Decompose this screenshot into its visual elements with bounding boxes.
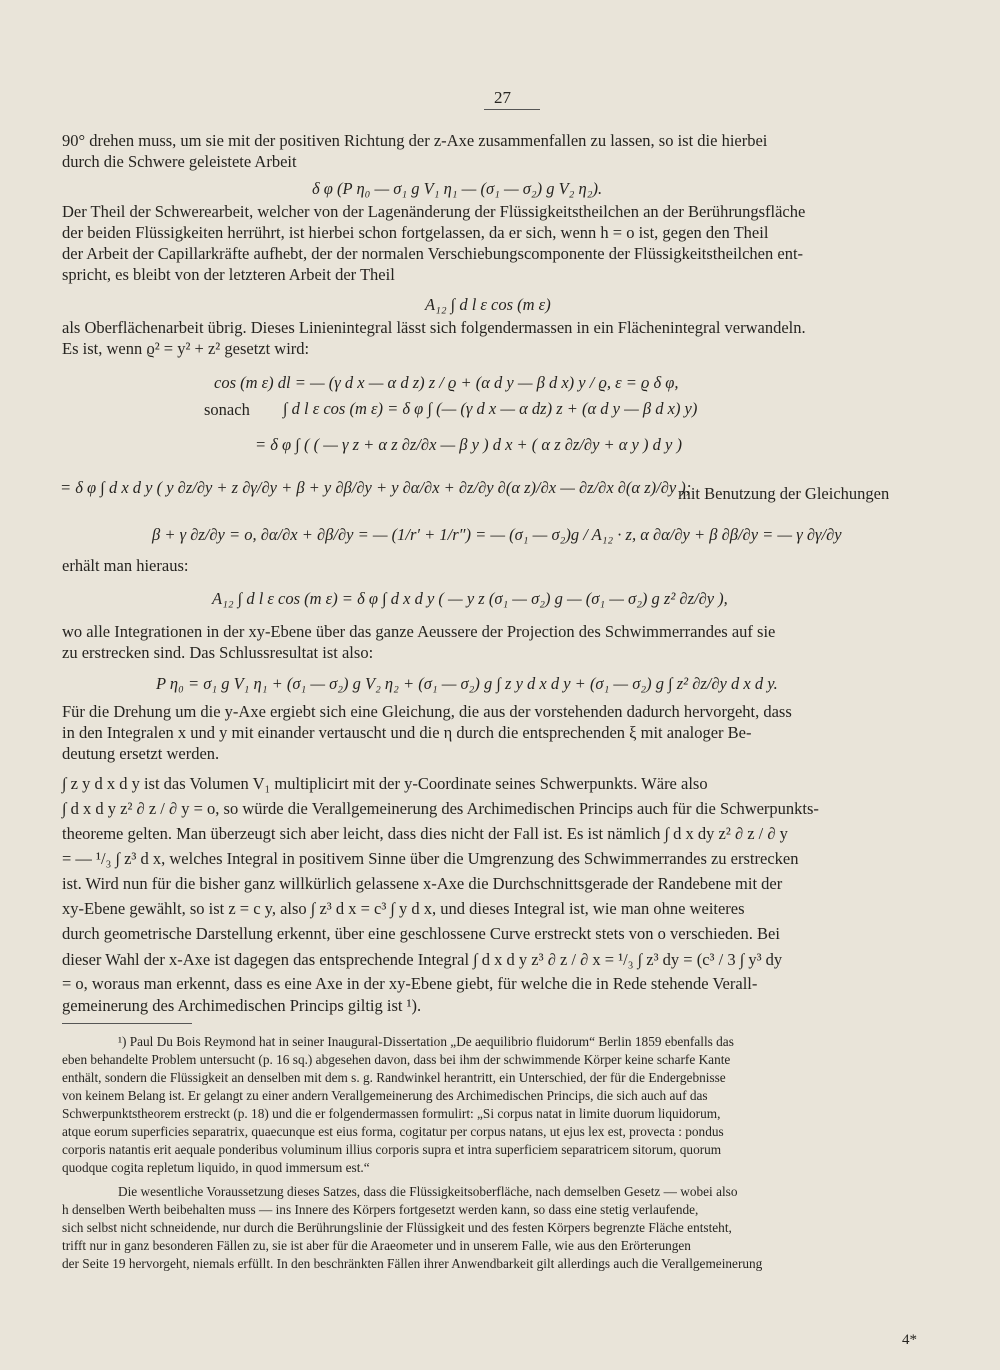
- equation: A₁₂ ∫ d l ε cos (m ε) = δ φ ∫ d x d y ( — y z (σ₁ — σ₂) g — (σ₁ — σ₂) g z² ∂z/∂y ),: [212, 589, 728, 608]
- footnote-line: von keinem Belang ist. Er gelangt zu einer andern Verallgemeinerung des Archimedischen Princips, die sich auch auf das: [62, 1088, 708, 1103]
- text-line: gemeinerung des Archimedischen Princips giltig ist ¹).: [62, 996, 422, 1015]
- text-line: zu erstrecken sind. Das Schlussresultat ist also:: [62, 643, 374, 662]
- equation: β + γ ∂z/∂y = o, ∂α/∂x + ∂β/∂y = — (1/r′ + 1/r″) = — (σ₁ — σ₂)g / A₁₂ · z, α ∂α/∂y + β ∂β/∂y = — γ ∂γ/∂y: [152, 525, 842, 544]
- text-line: dieser Wahl der x-Axe ist dagegen das entsprechende Integral ∫ d x d y z³ ∂ z / ∂ x = ¹/₃ ∫ z³ dy = (c³ / 3 ∫ y³ dy: [62, 950, 783, 969]
- text-line: der beiden Flüssigkeiten herrührt, ist hierbei schon fortgelassen, da er sich, wenn h = o ist, gegen den Theil: [62, 223, 769, 242]
- equation: ∫ d l ε cos (m ε) = δ φ ∫ (— (γ d x — α dz) z + (α d y — β d x) y): [283, 399, 698, 418]
- footnote-line: Schwerpunktstheorem erstreckt (p. 18) und die er folgendermassen formulirt: „Si corpus natat in limite duorum liquidorum,: [62, 1106, 721, 1121]
- equation: A₁₂ ∫ d l ε cos (m ε): [425, 295, 551, 314]
- text-line: in den Integralen x und y mit einander vertauscht und die η durch die entsprechenden ξ mit analoger Be-: [62, 723, 752, 742]
- page-number-rule: [484, 109, 540, 110]
- text-line: Für die Drehung um die y-Axe ergiebt sich eine Gleichung, die aus der vorstehenden dadurch hervorgeht, dass: [62, 702, 792, 721]
- equation: = δ φ ∫ ( ( — γ z + α z ∂z/∂x — β y ) d x + ( α z ∂z/∂y + α y ) d y ): [255, 435, 682, 454]
- footnote-line: Die wesentliche Voraussetzung dieses Satzes, dass die Flüssigkeitsoberfläche, nach demselben Gesetz — wobei also: [118, 1184, 738, 1199]
- footnote-line: atque eorum superficies separatrix, quaecunque est eius forma, cogitatur per corpus natans, ut ejus lex est, provecta : pondus: [62, 1124, 724, 1139]
- text-line: ∫ z y d x d y ist das Volumen V₁ multiplicirt mit der y-Coordinate seines Schwerpunkts. Wäre also: [62, 774, 708, 793]
- equation-label: sonach: [204, 400, 250, 419]
- text-line: durch die Schwere geleistete Arbeit: [62, 152, 297, 171]
- footnote-line: quodque cogita repletum liquido, in quod immersum est.“: [62, 1160, 370, 1175]
- page-number: 27: [494, 88, 511, 107]
- signature-mark: 4*: [902, 1332, 917, 1348]
- text-line: ist. Wird nun für die bisher ganz willkürlich gelassene x-Axe die Durchschnittsgerade der Randebene mit der: [62, 874, 783, 893]
- footnote-line: trifft nur in ganz besonderen Fällen zu, sie ist aber für die Araeometer und in unserem Falle, wie aus den Erörterungen: [62, 1238, 691, 1253]
- footnote-line: corporis natantis erit aequale ponderibus voluminum illius corporis supra et intra superficiem separatricem sitorum, quorum: [62, 1142, 722, 1157]
- equation: cos (m ε) dl = — (γ d x — α d z) z / ϱ + (α d y — β d x) y / ϱ, ε = ϱ δ φ,: [214, 373, 679, 392]
- text-line: wo alle Integrationen in der xy-Ebene über das ganze Aeussere der Projection des Schwimmerrandes auf sie: [62, 622, 776, 641]
- footnote-rule: [62, 1023, 192, 1024]
- text-line: spricht, es bleibt von der letzteren Arbeit der Theil: [62, 265, 395, 284]
- equation: δ φ (P η₀ — σ₁ g V₁ η₁ — (σ₁ — σ₂) g V₂ η₂).: [312, 179, 603, 198]
- text-line: als Oberflächenarbeit übrig. Dieses Linienintegral lässt sich folgendermassen in ein Flächenintegral verwandeln.: [62, 318, 806, 337]
- text-line: Der Theil der Schwerearbeit, welcher von der Lagenänderung der Flüssigkeitstheilchen an der Berührungsfläche: [62, 202, 806, 221]
- equation: P η₀ = σ₁ g V₁ η₁ + (σ₁ — σ₂) g V₂ η₂ + (σ₁ — σ₂) g ∫ z y d x d y + (σ₁ — σ₂) g ∫ z² ∂z/∂y d x d y.: [156, 674, 778, 693]
- text-line: mit Benutzung der Gleichungen: [678, 484, 890, 503]
- text-line: Es ist, wenn ϱ² = y² + z² gesetzt wird:: [62, 339, 310, 358]
- text-line: = — ¹/₃ ∫ z³ d x, welches Integral in positivem Sinne über die Umgrenzung des Schwimmerrandes zu erstrecken: [62, 849, 799, 868]
- text-line: erhält man hieraus:: [62, 556, 189, 575]
- text-line: xy-Ebene gewählt, so ist z = c y, also ∫ z³ d x = c³ ∫ y d x, und dieses Integral ist, wie man ohne weiteres: [62, 899, 745, 918]
- equation: = δ φ ∫ d x d y ( y ∂z/∂y + z ∂γ/∂y + β + y ∂β/∂y + y ∂α/∂x + ∂z/∂y ∂(α z)/∂x — ∂z/∂x ∂(α z)/∂y );: [60, 478, 692, 497]
- footnote-line: sich selbst nicht schneidende, nur durch die Berührungslinie der Flüssigkeit und des festen Körpers begrenzte Fläche entsteht,: [62, 1220, 732, 1235]
- footnote-line: h denselben Werth beibehalten muss — ins Innere des Körpers fortgesetzt werden kann, so dass eine stetig verlaufende,: [62, 1202, 699, 1217]
- text-line: deutung ersetzt werden.: [62, 744, 220, 763]
- text-line: theoreme gelten. Man überzeugt sich aber leicht, dass dies nicht der Fall ist. Es ist nämlich ∫ d x dy z² ∂ z / ∂ y: [62, 824, 788, 843]
- footnote-line: der Seite 19 hervorgeht, niemals erfüllt. In den beschränkten Fällen ihrer Anwendbarkeit gilt allerdings auch die Verallgemeinerung: [62, 1256, 763, 1271]
- text-line: durch geometrische Darstellung erkennt, über eine geschlossene Curve erstreckt stets von o verschieden. Bei: [62, 924, 780, 943]
- footnote-line: eben behandelte Problem untersucht (p. 16 sq.) abgesehen davon, dass bei ihm der schwimmende Körper keine scharfe Kante: [62, 1052, 731, 1067]
- footnote-line: ¹) Paul Du Bois Reymond hat in seiner Inaugural-Dissertation „De aequilibrio fluidorum“ Berlin 1859 ebenfalls das: [118, 1034, 734, 1049]
- text-line: der Arbeit der Capillarkräfte aufhebt, der der normalen Verschiebungscomponente der Flüssigkeitstheilchen ent-: [62, 244, 804, 263]
- text-line: 90° drehen muss, um sie mit der positiven Richtung der z-Axe zusammenfallen zu lassen, so ist die hierbei: [62, 131, 768, 150]
- text-line: ∫ d x d y z² ∂ z / ∂ y = o, so würde die Verallgemeinerung des Archimedischen Princips auch für die Schwerpunkts-: [62, 799, 819, 818]
- footnote-line: enthält, sondern die Flüssigkeit an denselben mit dem s. g. Randwinkel herantritt, ein Unterschied, der für die Endergebnisse: [62, 1070, 726, 1085]
- text-line: = o, woraus man erkennt, dass es eine Axe in der xy-Ebene giebt, für welche die in Rede stehende Verall-: [62, 974, 758, 993]
